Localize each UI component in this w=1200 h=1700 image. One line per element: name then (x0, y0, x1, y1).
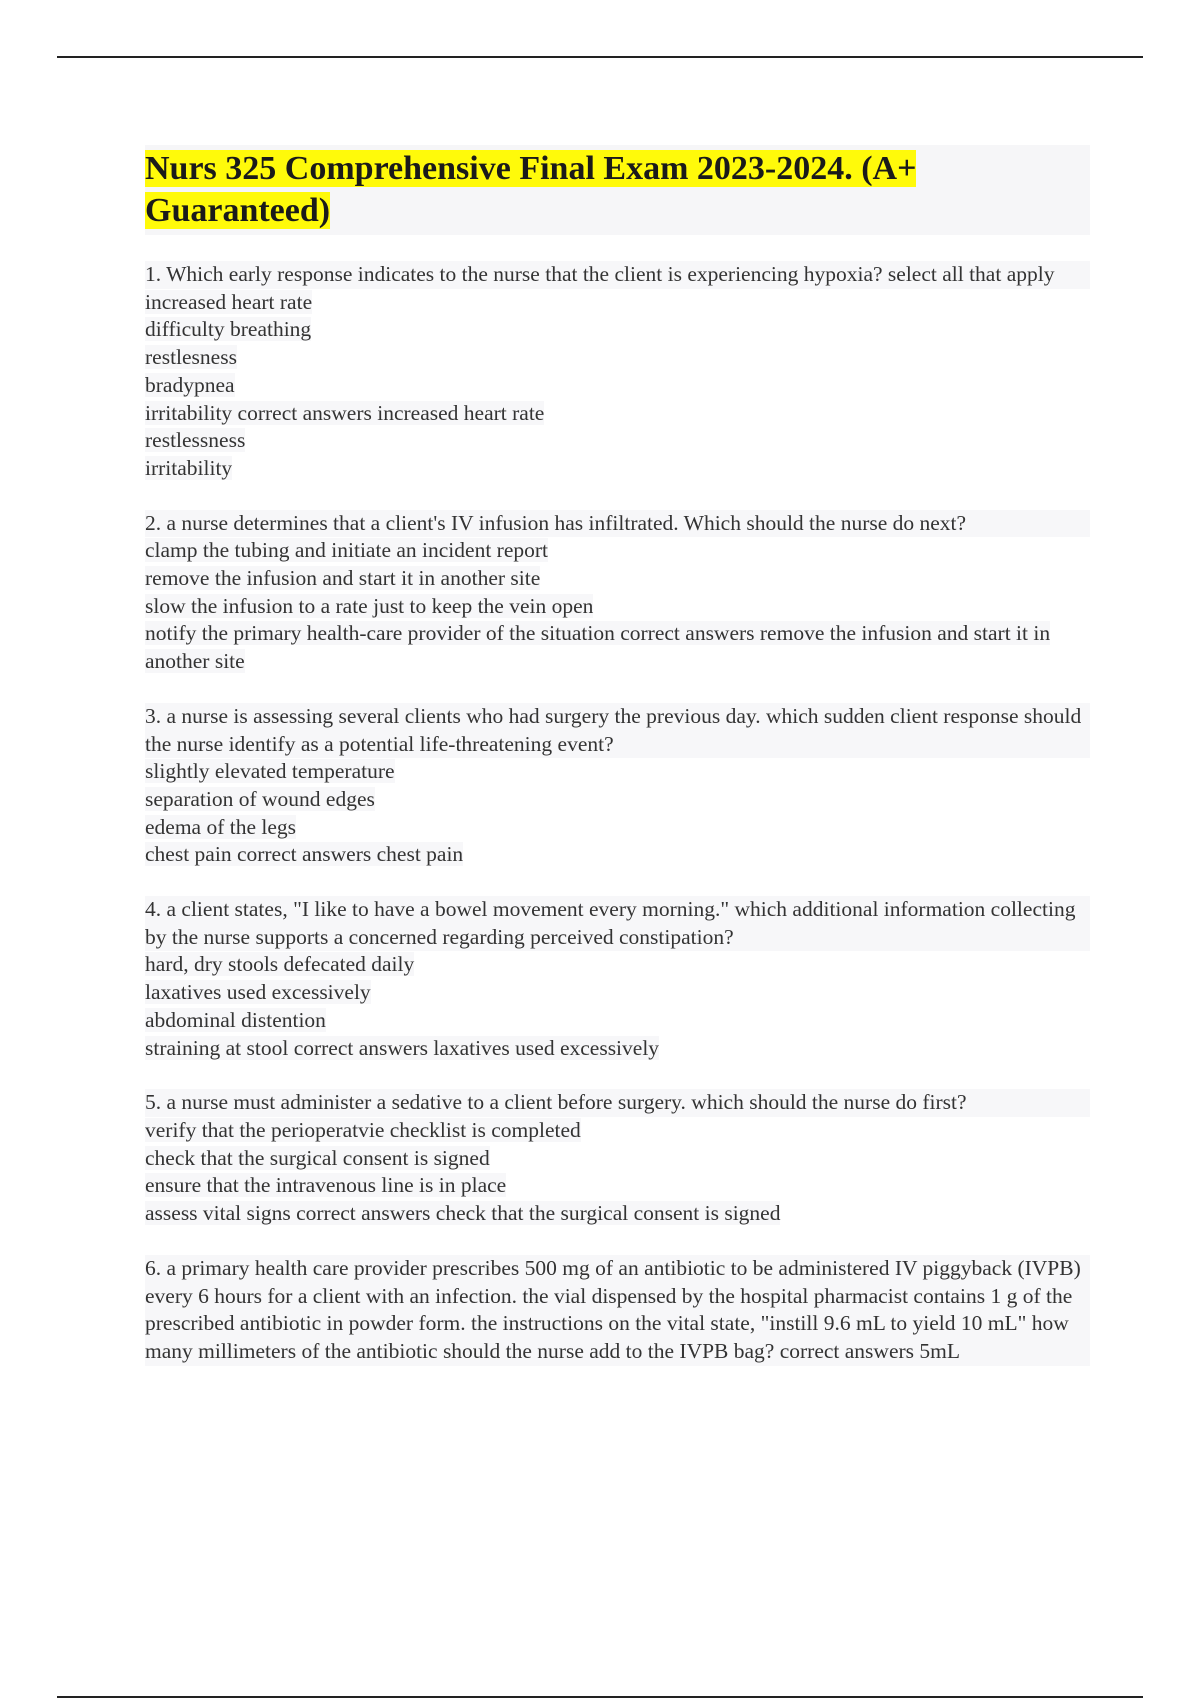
question-text: 1. Which early response indicates to the nurse that the client is experiencing hypoxia? select all that apply (145, 261, 1090, 289)
bottom-rule (57, 1696, 1143, 1698)
question-text: 3. a nurse is assessing several clients who had surgery the previous day. which sudden client response should the nurse identify as a potential life-threatening event? (145, 703, 1090, 758)
document-body (145, 145, 1090, 1393)
title-block (145, 145, 1090, 235)
title-highlight: Nurs 325 Comprehensive Final Exam 2023-2024. (A+ Guaranteed) (145, 150, 917, 229)
question-6 (145, 1255, 1090, 1366)
question-1 (145, 261, 1090, 483)
answer-line: remove the infusion and start it in another site (145, 566, 541, 591)
answer-line: restlessness (145, 428, 246, 453)
document-title (145, 148, 1090, 232)
answer-line: increased heart rate (145, 289, 313, 314)
question-text: 2. a nurse determines that a client's IV infusion has infiltrated. Which should the nurse do next? (145, 510, 1090, 538)
answer-line: restlesness (145, 345, 237, 370)
answer-line: chest pain correct answers chest pain (145, 842, 464, 867)
answer-line: slow the infusion to a rate just to keep the vein open (145, 593, 594, 618)
question-text: 4. a client states, "I like to have a bowel movement every morning." which additional information collecting by the nurse supports a concerned regarding perceived constipation? (145, 896, 1090, 951)
answer-line: irritability correct answers increased heart rate (145, 400, 545, 425)
answer-line: verify that the perioperatvie checklist is completed (145, 1117, 581, 1142)
answer-line: abdominal distention (145, 1007, 326, 1032)
question-text: 6. a primary health care provider prescribes 500 mg of an antibiotic to be administered IV piggyback (IVPB) every 6 hours for a client with an infection. the vial dispensed by the hospital pharmacist contains 1 g of the prescribed antibiotic in powder form. the instructions on the vital state, "instill 9.6 mL to yield 10 mL" how many millimeters of the antibiotic should the nurse add to the IVPB bag? correct answers 5mL (145, 1255, 1090, 1366)
top-rule (57, 56, 1143, 58)
answer-line: irritability (145, 455, 233, 480)
question-3 (145, 703, 1090, 869)
question-2 (145, 510, 1090, 676)
question-5 (145, 1089, 1090, 1228)
answer-line: ensure that the intravenous line is in place (145, 1173, 507, 1198)
answer-line: bradypnea (145, 372, 235, 397)
answer-line: hard, dry stools defecated daily (145, 952, 415, 977)
answer-line: separation of wound edges (145, 786, 375, 811)
question-4 (145, 896, 1090, 1062)
answer-line: check that the surgical consent is signed (145, 1145, 490, 1170)
answer-line: clamp the tubing and initiate an incident report (145, 538, 548, 563)
question-text: 5. a nurse must administer a sedative to a client before surgery. which should the nurse do first? (145, 1089, 1090, 1117)
answer-line: laxatives used excessively (145, 980, 371, 1005)
answer-line: straining at stool correct answers laxatives used excessively (145, 1035, 660, 1060)
answer-line: slightly elevated temperature (145, 759, 395, 784)
answer-line: assess vital signs correct answers check that the surgical consent is signed (145, 1201, 781, 1226)
answer-line: difficulty breathing (145, 317, 312, 342)
answer-line: notify the primary health-care provider of the situation correct answers remove the infusion and start it in another site (145, 621, 1051, 674)
answer-line: edema of the legs (145, 814, 297, 839)
